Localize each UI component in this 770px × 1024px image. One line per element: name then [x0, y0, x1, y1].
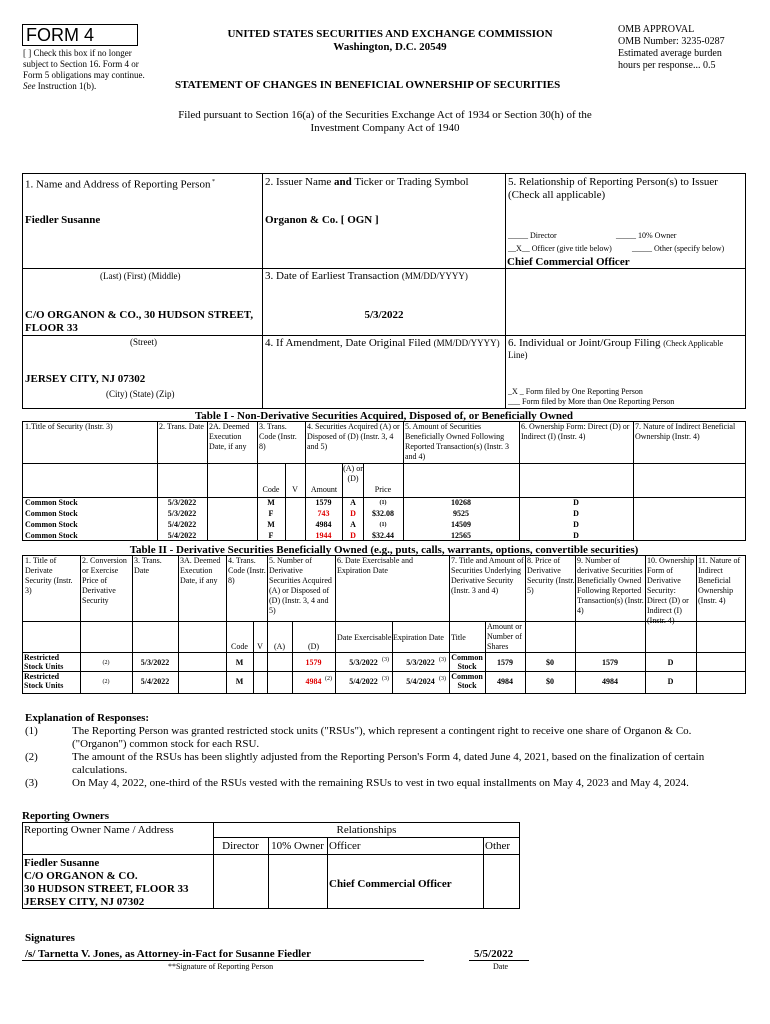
t2-owned: 4984 — [602, 677, 618, 686]
signature-date: 5/5/2022 — [474, 948, 514, 960]
form-label-box — [22, 24, 138, 46]
box6-label: 6. Individual or Joint/Group Filing (Check Applicable Line) — [508, 337, 723, 360]
t1-title: Common Stock — [25, 520, 78, 529]
form-label: FORM 4 — [26, 25, 95, 45]
t2-sub-d: (D) — [307, 642, 320, 651]
t2-h3a: 3A. Deemed Execution Date, if any — [180, 556, 221, 585]
t1-h3: 3. Trans. Code (Instr. 8) — [259, 422, 297, 451]
t2-sub-code: Code — [231, 642, 248, 651]
ten-pct-option: _____ 10% Owner — [616, 231, 677, 240]
director-option: _____ Director — [508, 231, 557, 240]
t2-date: 5/3/2022 — [140, 658, 170, 667]
owner-officer-title: Chief Commercial Officer — [329, 878, 452, 890]
t1-date: 5/3/2022 — [167, 498, 197, 507]
t1-form: D — [573, 531, 579, 540]
t1-sub-price: Price — [374, 485, 392, 494]
t2-date: 5/4/2022 — [140, 677, 170, 686]
t2-code: M — [235, 677, 244, 686]
owners-title: Reporting Owners — [22, 810, 110, 822]
t2-h7: 7. Title and Amount of Securities Underlying Derivative Security (Instr. 3 and 4) — [451, 556, 524, 595]
t2-exercisable-footnote: (3) — [382, 676, 389, 682]
t1-code: M — [267, 498, 275, 507]
check-box-text: [ ] Check this box if no longer subject to Section 16. Form 4 or Form 5 obligations may continue. See Instruction 1(b). — [23, 48, 145, 91]
t1-h7: 7. Nature of Indirect Beneficial Ownership (Instr. 4) — [635, 422, 736, 441]
owner-address: Fiedler Susanne C/O ORGANON & CO. 30 HUDSON STREET, FLOOR 33 JERSEY CITY, NJ 07302 — [24, 857, 189, 908]
owners-col-name: Reporting Owner Name / Address — [24, 824, 174, 836]
t2-title: Restricted Stock Units — [24, 672, 64, 690]
explanation-text: The Reporting Person was granted restricted stock units ("RSUs"), which represent a contingent right to receive one share of Organon & Co. ("Organon") common stock for each RSU. — [72, 725, 692, 750]
agency-name: UNITED STATES SECURITIES AND EXCHANGE COMMISSION — [227, 28, 553, 40]
t2-exercisable-footnote: (3) — [382, 657, 389, 663]
t2-d-footnote: (2) — [325, 676, 332, 682]
t2-d: 4984 — [305, 677, 322, 686]
name-caption: (Last) (First) (Middle) — [100, 271, 181, 281]
owners-col-officer: Officer — [329, 840, 361, 852]
explanation-number: (2) — [25, 751, 38, 763]
t1-ad: D — [350, 531, 356, 540]
t1-date: 5/4/2022 — [167, 531, 197, 540]
t2-conv: (2) — [102, 679, 110, 685]
t1-amount: 4984 — [315, 520, 332, 529]
t2-expiration-footnote: (3) — [439, 657, 446, 663]
reporting-person-street: C/O ORGANON & CO., 30 HUDSON STREET, FLOOR 33 — [25, 309, 254, 334]
explanation-title: Explanation of Responses: — [25, 712, 150, 724]
t2-expiration: 5/4/2024 — [406, 677, 435, 686]
t2-und-amount: 4984 — [497, 677, 513, 686]
other-option: _____ Other (specify below) — [632, 244, 725, 253]
t2-h1: 1. Title of Derivate Security (Instr. 3) — [25, 556, 73, 595]
t1-ad: A — [350, 498, 356, 507]
owners-col-ten: 10% Owner — [271, 840, 324, 852]
t2-h4: 4. Trans. Code (Instr. 8) — [228, 556, 266, 585]
table1-title: Table I - Non-Derivative Securities Acquired, Disposed of, or Beneficially Owned — [194, 410, 574, 422]
omb-approval: OMB APPROVAL OMB Number: 3235-0287 Estimated average burden hours per response... 0.5 — [618, 24, 725, 71]
filed-pursuant: Filed pursuant to Section 16(a) of the Securities Exchange Act of 1934 or Section 30(h) of the Investment Company Act of 1940 — [178, 109, 592, 134]
t2-und-title: Common Stock — [451, 653, 483, 671]
owners-col-other: Other — [485, 840, 511, 852]
filing-option-one: _X _ Form filed by One Reporting Person — [508, 387, 643, 396]
t1-amount: 743 — [317, 509, 330, 518]
box2-label: 2. Issuer Name and Ticker or Trading Symbol — [265, 176, 469, 188]
t2-h8: 8. Price of Derivative Security (Instr. 5) — [527, 556, 575, 595]
signer: /s/ Tarnetta V. Jones, as Attorney-in-Fact for Susanne Fiedler — [25, 948, 312, 960]
t2-sub-expiration: Expiration Date — [393, 633, 444, 642]
t2-expiration: 5/3/2022 — [406, 658, 435, 667]
t1-price: (1) — [379, 522, 387, 528]
t1-h6: 6. Ownership Form: Direct (D) or Indirect (I) (Instr. 4) — [521, 422, 630, 441]
box5-label: 5. Relationship of Reporting Person(s) to Issuer (Check all applicable) — [508, 176, 718, 201]
t1-h4: 4. Securities Acquired (A) or Disposed of (D) (Instr. 3, 4 and 5) — [307, 422, 400, 451]
t1-sub-ad: (A) or (D) — [343, 464, 363, 483]
t2-owned: 1579 — [602, 658, 618, 667]
t1-owned: 14509 — [451, 520, 471, 529]
explanation-number: (1) — [25, 725, 38, 737]
officer-option: __X__ Officer (give title below) — [508, 244, 612, 253]
filing-option-more: ___ Form filed by More than One Reporting Person — [508, 397, 675, 406]
t1-form: D — [573, 498, 579, 507]
t2-und-title: Common Stock — [451, 672, 483, 690]
t2-h3: 3. Trans. Date — [134, 556, 162, 575]
agency-city: Washington, D.C. 20549 — [333, 41, 447, 53]
t1-amount: 1944 — [315, 531, 332, 540]
t2-exercisable: 5/3/2022 — [349, 658, 378, 667]
t2-sub-v: V — [257, 642, 263, 651]
t1-code: F — [268, 509, 274, 518]
date-caption: Date — [493, 962, 509, 971]
t1-owned: 9525 — [453, 509, 469, 518]
t1-h5: 5. Amount of Securities Beneficially Owned Following Reported Transaction(s) (Instr. 3 and 4) — [405, 422, 509, 461]
t2-h2: 2. Conversion or Exercise Price of Derivative Security — [82, 556, 127, 605]
t2-sub-exercisable: Date Exercisable — [337, 633, 392, 642]
t1-owned: 10268 — [451, 498, 471, 507]
t1-title: Common Stock — [25, 531, 78, 540]
t2-h9: 9. Number of derivative Securities Beneficially Owned Following Reported Transaction(s) (Instr. 4) — [577, 556, 644, 615]
t1-sub-v: V — [292, 485, 298, 494]
t1-price: $32.44 — [372, 531, 394, 540]
owners-col-director: Director — [222, 840, 259, 852]
reporting-person-city: JERSEY CITY, NJ 07302 — [25, 373, 146, 385]
t1-title: Common Stock — [25, 498, 78, 507]
statement-title: STATEMENT OF CHANGES IN BENEFICIAL OWNERSHIP OF SECURITIES — [175, 79, 561, 91]
owners-col-rel: Relationships — [336, 824, 397, 836]
officer-title: Chief Commercial Officer — [507, 256, 630, 268]
city-caption: (City) (State) (Zip) — [106, 389, 175, 399]
earliest-transaction-date: 5/3/2022 — [364, 309, 404, 321]
t2-sub-title: Title — [451, 633, 466, 642]
t2-exercisable: 5/4/2022 — [349, 677, 378, 686]
t2-sub-a: (A) — [273, 642, 286, 651]
signatures-title: Signatures — [25, 932, 75, 944]
t1-form: D — [573, 520, 579, 529]
reporting-person-name: Fiedler Susanne — [25, 214, 101, 226]
t2-form: D — [667, 658, 674, 667]
t1-date: 5/4/2022 — [167, 520, 197, 529]
t2-price: $0 — [546, 658, 554, 667]
t2-conv: (2) — [102, 660, 110, 666]
t1-sub-amount: Amount — [310, 485, 338, 494]
t1-ad: D — [350, 509, 356, 518]
box3-label: 3. Date of Earliest Transaction (MM/DD/YYYY) — [265, 270, 468, 282]
t2-code: M — [235, 658, 244, 667]
explanation-text: The amount of the RSUs has been slightly adjusted from the Reporting Person's Form 4, dated June 4, 2021, based on the finalization of certain calculations. — [72, 751, 705, 776]
t1-price: (1) — [379, 500, 387, 506]
t1-form: D — [573, 509, 579, 518]
issuer-name: Organon & Co. [ OGN ] — [265, 214, 379, 226]
t1-h1: 1.Title of Security (Instr. 3) — [25, 422, 113, 431]
box1-label: 1. Name and Address of Reporting Person * — [25, 178, 215, 191]
t2-h5: 5. Number of Derivative Securities Acquired (A) or Disposed of (D) (Instr. 3, 4 and 5) — [269, 556, 332, 615]
table2-title: Table II - Derivative Securities Beneficially Owned (e.g., puts, calls, warrants, options, convertible securities) — [129, 544, 639, 556]
street-caption: (Street) — [130, 337, 157, 347]
t2-h6: 6. Date Exercisable and Expiration Date — [337, 556, 413, 575]
t2-und-amount: 1579 — [497, 658, 513, 667]
t1-sub-code: Code — [262, 485, 280, 494]
t1-ad: A — [350, 520, 356, 529]
explanation-number: (3) — [25, 777, 38, 789]
t1-h2: 2. Trans. Date — [159, 422, 204, 431]
t1-date: 5/3/2022 — [167, 509, 197, 518]
t1-price: $32.08 — [372, 509, 394, 518]
t2-sub-amount: Amount or Number of Shares — [487, 622, 522, 651]
explanation-text: On May 4, 2022, one-third of the RSUs vested with the remaining RSUs to vest in two equal installments on May 4, 2023 and May 4, 2024. — [72, 777, 689, 789]
signature-caption: **Signature of Reporting Person — [168, 962, 274, 971]
t2-h10: 10. Ownership Form of Derivative Security: Direct (D) or Indirect (I) (Instr. 4) — [647, 556, 695, 625]
t1-code: F — [268, 531, 274, 540]
t1-owned: 12565 — [451, 531, 471, 540]
t1-title: Common Stock — [25, 509, 78, 518]
t1-amount: 1579 — [315, 498, 332, 507]
t2-price: $0 — [546, 677, 554, 686]
t2-title: Restricted Stock Units — [24, 653, 64, 671]
box4-label: 4. If Amendment, Date Original Filed (MM/DD/YYYY) — [265, 337, 500, 349]
t2-form: D — [667, 677, 674, 686]
t1-h2a: 2A. Deemed Execution Date, if any — [209, 422, 250, 451]
t1-code: M — [267, 520, 275, 529]
t2-h11: 11. Nature of Indirect Beneficial Ownership (Instr. 4) — [698, 556, 741, 605]
t2-d: 1579 — [305, 658, 322, 667]
t2-expiration-footnote: (3) — [439, 676, 446, 682]
